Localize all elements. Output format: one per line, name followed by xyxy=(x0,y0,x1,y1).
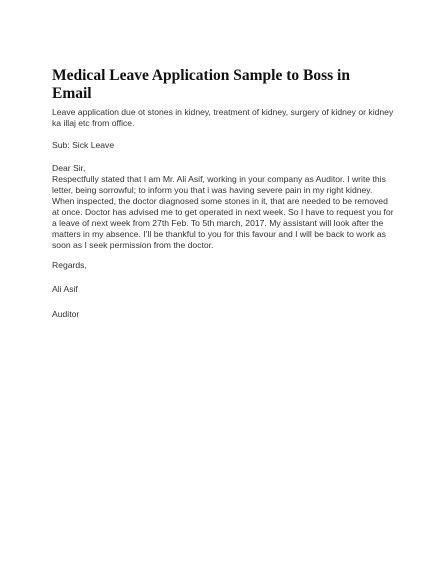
signature-name: Ali Asif xyxy=(52,284,78,294)
closing: Regards, xyxy=(52,260,87,270)
subject-line: Sub: Sick Leave xyxy=(52,140,115,150)
intro-paragraph: Leave application due ot stones in kidney, treatment of kidney, surgery of kidney or kidney ka illaj etc from office. xyxy=(52,107,394,128)
salutation: Dear Sir, xyxy=(52,163,86,173)
document-title: Medical Leave Application Sample to Boss in Email xyxy=(52,67,350,102)
letter-body: Respectfully stated that I am Mr. Ali Asif, working in your company as Auditor. I write this letter, being sorrowful; to inform you that i was having severe pain in my right kidney. When inspected, the doctor diagnosed some stones in it, that are needed to be removed at once. Doctor has advised me to get operated in next week. So I have to request you for a leave of next week from 27th Feb. To 5th march, 2017. My assistant will look after the matters in my absence. I’ll be thankful to you for this favour and I will be back to work as soon as I seek permission from the doctor. xyxy=(52,174,394,250)
signature-title: Auditor xyxy=(52,309,80,319)
